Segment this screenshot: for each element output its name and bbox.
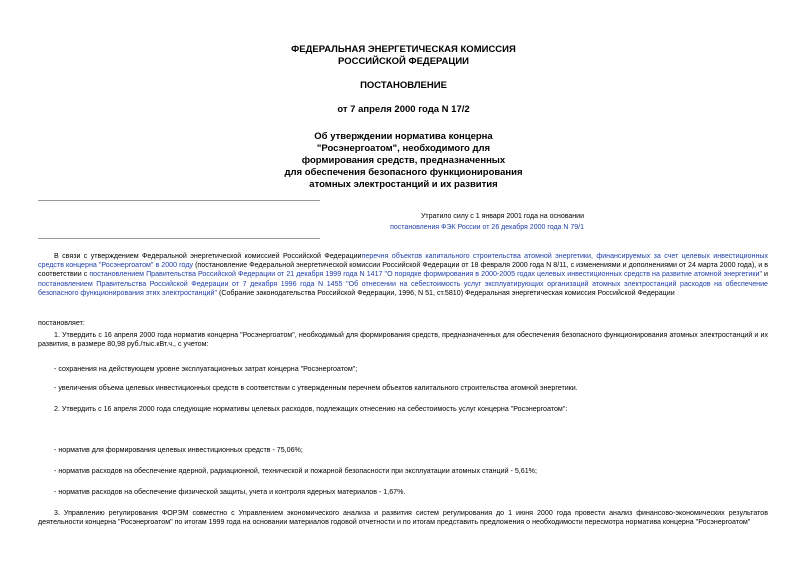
document-title-line-2: "Росэнергоатом", необходимого для bbox=[316, 143, 491, 154]
item-2-bullet-a: - норматив для формирования целевых инвестиционных средств - 75,06%; bbox=[54, 446, 303, 454]
intro-link-perechen[interactable]: перечня объектов капитального строительства атомной энергетики, финансируемых за счет целевых инвестиционных средств концерна "Росэнергоатом" в 2000 году bbox=[38, 252, 769, 270]
resolves-line: постановляет: bbox=[38, 319, 85, 327]
intro-text-1: В связи с утверждением Федеральной энергетической комиссией Российской Федерации bbox=[54, 252, 362, 260]
intro-paragraph bbox=[38, 252, 768, 298]
item-1-bullet-b: - увеличения объема целевых инвестиционных средств в соответствии с утвержденным перечнем объектов капитального строительства атомной энергетики. bbox=[54, 384, 578, 392]
document-title-line-4: для обеспечения безопасного функционирования bbox=[284, 167, 523, 178]
status-note-link[interactable]: постановления ФЭК России от 26 декабря 2000 года N 79/1 bbox=[390, 224, 584, 231]
document-date: от 7 апреля 2000 года N 17/2 bbox=[337, 104, 470, 115]
intro-text-3: и bbox=[761, 270, 768, 279]
divider-bottom bbox=[38, 238, 320, 239]
divider-top bbox=[38, 200, 320, 201]
intro-link-resolution-1417[interactable]: постановлением Правительства Российской Федерации от 21 декабря 1999 года N 1417 "О порядке формирования в 2000-2005 годах целевых инвестиционных средств на развитие атомной энергетики" bbox=[89, 270, 762, 279]
status-note-text: Утратило силу с 1 января 2001 года на основании bbox=[420, 213, 584, 220]
document-title-line-5: атомных электростанций и их развития bbox=[309, 179, 498, 190]
item-3: 3. Управлению регулирования ФОРЭМ совместно с Управлением экономического анализа и развития систем регулирования до 1 июня 2000 года провести анализ финансово-экономических результатов деятельности концерна "Росэнергоатом" по итогам 1999 года на основании материалов годовой отчетности и по итогам представить предложения о необходимости пересмотра норматива концерна "Росэнергоатом" bbox=[38, 509, 768, 527]
item-1: 1. Утвердить с 16 апреля 2000 года норматив концерна "Росэнергоатом", необходимый для формирования средств, предназначенных для обеспечения безопасного функционирования атомных электростанций и их развития, в размере 80,98 руб./тыс.кВт.ч., с учетом: bbox=[38, 331, 768, 349]
document-title-line-1: Об утверждении норматива концерна bbox=[314, 131, 493, 142]
item-2-bullet-b: - норматив расходов на обеспечение ядерной, радиационной, технической и пожарной безопасности при эксплуатации атомных станций - 5,61%; bbox=[54, 467, 537, 475]
intro-text-2: (постановление Федеральной энергетической комиссии Российской Федерации от 18 февраля 2000 года N 8/11, с изменениями и дополнениями от 24 марта 2000 года), и в соответствии с bbox=[38, 261, 768, 279]
item-1-bullet-a: - сохранения на действующем уровне эксплуатационных затрат концерна "Росэнергоатом"; bbox=[54, 365, 358, 373]
item-2-bullet-c: - норматив расходов на обеспечение физической защиты, учета и контроля ядерных материалов - 1,67%. bbox=[54, 488, 406, 496]
org-name-line1: ФЕДЕРАЛЬНАЯ ЭНЕРГЕТИЧЕСКАЯ КОМИССИЯ bbox=[291, 44, 516, 55]
intro-link-resolution-1455[interactable]: постановлением Правительства Российской Федерации от 7 декабря 1996 года N 1455 "Об отнесении на себестоимость услуг эксплуатирующих организаций атомных электростанций расходов на обеспечение безопасного функционирования этих электростанций" bbox=[38, 279, 768, 297]
org-name-line2: РОССИЙСКОЙ ФЕДЕРАЦИИ bbox=[337, 56, 469, 67]
document-type: ПОСТАНОВЛЕНИЕ bbox=[360, 80, 447, 91]
item-2: 2. Утвердить с 16 апреля 2000 года следующие нормативы целевых расходов, подлежащих отнесению на себестоимость услуг концерна "Росэнергоатом": bbox=[54, 405, 568, 413]
intro-text-4: (Собрание законодательства Российской Федерации, 1996, N 51, ст.5810) Федеральная энергетическая комиссия Российской Федерации bbox=[216, 288, 675, 297]
document-title-line-3: формирования средств, предназначенных bbox=[301, 155, 506, 166]
